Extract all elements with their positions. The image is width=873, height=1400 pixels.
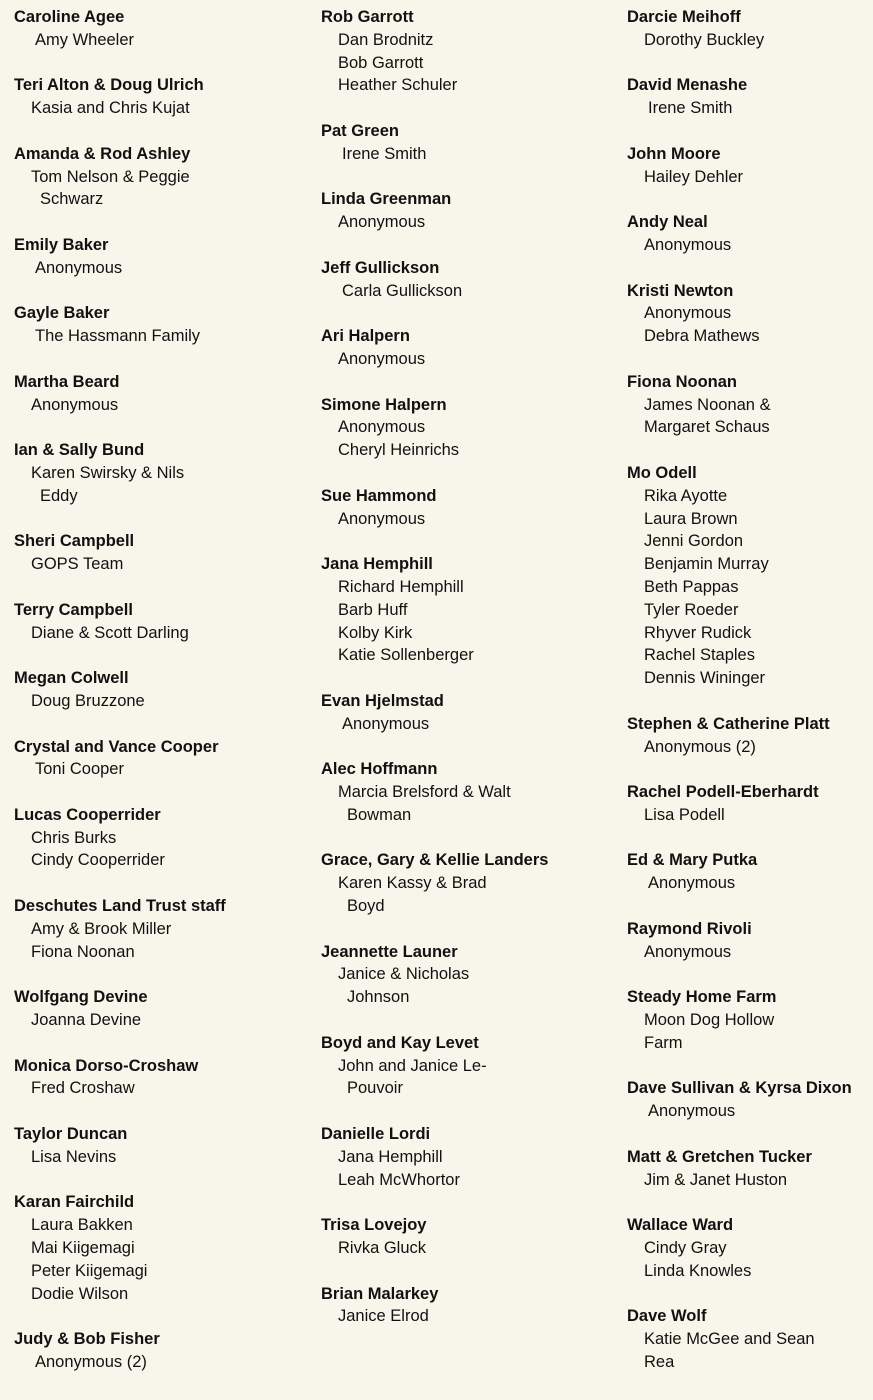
tribute-entry (14, 1123, 304, 1169)
honoree-name: Teri Alton & Doug Ulrich (14, 76, 204, 95)
donor-name: Anonymous (644, 942, 732, 961)
honoree-name: Ian & Sally Bund (14, 441, 145, 460)
donor-name: Boyd (347, 897, 385, 916)
tribute-entry (14, 599, 304, 645)
donor-name: Anonymous (2) (644, 737, 756, 756)
tribute-entry (321, 257, 617, 303)
donor-name: Debra Mathews (644, 327, 760, 346)
tribute-entry (321, 849, 617, 917)
donor-name: Rivka Gluck (338, 1239, 427, 1258)
honoree-name: Simone Halpern (321, 395, 447, 414)
tribute-entry (627, 280, 867, 348)
tribute-entry (321, 1283, 617, 1329)
donor-name: The Hassmann Family (35, 327, 201, 346)
donor-name: Laura Bakken (31, 1216, 133, 1235)
honoree-name: Steady Home Farm (627, 988, 777, 1007)
donor-name: Schwarz (40, 190, 104, 209)
honoree-name: Kristi Newton (627, 281, 734, 300)
tribute-entry (14, 1055, 304, 1101)
donor-name: Bowman (347, 805, 412, 824)
honoree-name: Stephen & Catherine Platt (627, 714, 830, 733)
donor-name: Jana Hemphill (338, 1147, 443, 1166)
tribute-column-2 (321, 6, 617, 1351)
donor-name: Farm (644, 1033, 683, 1052)
donor-name: Tyler Roeder (644, 600, 739, 619)
tribute-entry (14, 302, 304, 348)
honoree-name: Boyd and Kay Levet (321, 1033, 479, 1052)
tribute-entry (14, 804, 304, 872)
donor-name: Anonymous (342, 714, 430, 733)
tribute-entry (14, 439, 304, 507)
honoree-name: Taylor Duncan (14, 1125, 128, 1144)
donor-name: Rachel Staples (644, 646, 755, 665)
donor-name: Linda Knowles (644, 1261, 752, 1280)
honoree-name: Monica Dorso-Croshaw (14, 1056, 199, 1075)
donor-name: Chris Burks (31, 828, 117, 847)
honoree-name: Rob Garrott (321, 8, 414, 26)
honoree-name: Alec Hoffmann (321, 760, 438, 779)
donor-name: Irene Smith (342, 144, 427, 163)
donor-name: Irene Smith (648, 99, 733, 118)
donor-name: Rea (644, 1353, 675, 1372)
tribute-entry (321, 188, 617, 234)
donor-name: Anonymous (648, 874, 736, 893)
tribute-entry (321, 6, 617, 97)
donor-name: Fiona Noonan (31, 942, 135, 961)
honoree-name: Megan Colwell (14, 669, 129, 688)
tribute-entry (627, 371, 867, 439)
honoree-name: Dave Sullivan & Kyrsa Dixon (627, 1079, 852, 1098)
donor-name: Margaret Schaus (644, 418, 770, 437)
honoree-name: Amanda & Rod Ashley (14, 144, 191, 163)
donor-name: Rika Ayotte (644, 486, 728, 505)
donor-name: Anonymous (648, 1102, 736, 1121)
donor-name: Lisa Nevins (31, 1147, 117, 1166)
tribute-entry (627, 6, 867, 52)
donor-name: Dan Brodnitz (338, 30, 434, 49)
honoree-name: Darcie Meihoff (627, 8, 741, 26)
tribute-entry (14, 74, 304, 120)
donor-name: Jenni Gordon (644, 532, 744, 551)
donor-name: Anonymous (644, 235, 732, 254)
donor-name: Dennis Wininger (644, 669, 766, 688)
donor-name: Bob Garrott (338, 53, 424, 72)
honoree-name: Sue Hammond (321, 486, 437, 505)
honoree-name: Ari Halpern (321, 327, 410, 346)
honoree-name: Andy Neal (627, 213, 708, 232)
tribute-entry (321, 758, 617, 826)
tribute-entry (321, 485, 617, 531)
donor-name: Anonymous (35, 258, 123, 277)
donor-name: Anonymous (338, 349, 426, 368)
donor-name: Anonymous (644, 304, 732, 323)
donor-name: Richard Hemphill (338, 577, 464, 596)
tribute-entry (14, 1191, 304, 1305)
tribute-entry (14, 234, 304, 280)
donor-name: Anonymous (338, 213, 426, 232)
tribute-entry (14, 6, 304, 52)
tribute-entry (14, 986, 304, 1032)
honoree-name: Trisa Lovejoy (321, 1216, 427, 1235)
donor-name: John and Janice Le- (338, 1056, 487, 1075)
donor-name: Karen Swirsky & Nils (31, 463, 185, 482)
tribute-entry (627, 918, 867, 964)
honoree-name: Fiona Noonan (627, 372, 737, 391)
honoree-name: Jeannette Launer (321, 942, 458, 961)
donor-name: Peter Kiigemagi (31, 1261, 148, 1280)
honoree-name: Raymond Rivoli (627, 919, 752, 938)
donor-name: Johnson (347, 988, 410, 1007)
honoree-name: Judy & Bob Fisher (14, 1330, 160, 1349)
tribute-entry (321, 941, 617, 1009)
tribute-entry (321, 120, 617, 166)
tribute-entry (627, 74, 867, 120)
donor-name: Anonymous (31, 395, 119, 414)
tribute-entry (321, 553, 617, 667)
donor-name: Beth Pappas (644, 577, 739, 596)
donor-name: Cindy Gray (644, 1239, 727, 1258)
donor-name: Jim & Janet Huston (644, 1170, 788, 1189)
tribute-entry (627, 1214, 867, 1282)
honoree-name: Dave Wolf (627, 1307, 707, 1326)
tribute-entry (321, 394, 617, 462)
tribute-entry (14, 143, 304, 211)
honoree-name: Emily Baker (14, 235, 109, 254)
donor-name: James Noonan & (644, 395, 771, 414)
donor-name: Mai Kiigemagi (31, 1239, 135, 1258)
honoree-name: John Moore (627, 144, 721, 163)
donor-name: Cindy Cooperrider (31, 851, 165, 870)
tribute-entry (627, 143, 867, 189)
tribute-column-1 (14, 6, 304, 1397)
honoree-name: Deschutes Land Trust staff (14, 897, 226, 916)
donor-name: Diane & Scott Darling (31, 623, 189, 642)
tribute-entry (321, 690, 617, 736)
tribute-entry (321, 1123, 617, 1191)
donor-name: Janice Elrod (338, 1307, 429, 1326)
donor-name: Katie McGee and Sean (644, 1330, 815, 1349)
honoree-name: Karan Fairchild (14, 1193, 135, 1212)
donor-name: Cheryl Heinrichs (338, 441, 460, 460)
donor-name: Benjamin Murray (644, 555, 769, 574)
donor-name: Moon Dog Hollow (644, 1011, 775, 1030)
donor-name: Hailey Dehler (644, 167, 744, 186)
donor-name: Lisa Podell (644, 805, 725, 824)
honoree-name: Caroline Agee (14, 8, 125, 26)
tribute-entry (321, 1032, 617, 1100)
honoree-name: Jeff Gullickson (321, 258, 440, 277)
tribute-column-3 (627, 6, 867, 1397)
donor-name: Heather Schuler (338, 76, 458, 95)
tribute-entry (627, 781, 867, 827)
donor-name: GOPS Team (31, 555, 124, 574)
honoree-name: Rachel Podell-Eberhardt (627, 783, 819, 802)
honoree-name: Gayle Baker (14, 304, 110, 323)
tribute-entry (627, 462, 867, 690)
tribute-entry (14, 1328, 304, 1374)
donor-name: Fred Croshaw (31, 1079, 135, 1098)
tribute-entry (14, 371, 304, 417)
donor-name: Katie Sollenberger (338, 646, 474, 665)
honoree-name: Grace, Gary & Kellie Landers (321, 851, 549, 870)
donor-name: Karen Kassy & Brad (338, 874, 487, 893)
donor-name: Pouvoir (347, 1079, 403, 1098)
tribute-entry (627, 713, 867, 759)
donor-name: Carla Gullickson (342, 281, 463, 300)
donor-name: Dorothy Buckley (644, 30, 765, 49)
tribute-entry (627, 211, 867, 257)
honoree-name: Terry Campbell (14, 600, 133, 619)
tribute-entry (14, 667, 304, 713)
honoree-name: Brian Malarkey (321, 1284, 439, 1303)
tribute-entry (14, 895, 304, 963)
tribute-entry (627, 849, 867, 895)
donor-name: Barb Huff (338, 600, 408, 619)
tribute-entry (321, 325, 617, 371)
donor-name: Marcia Brelsford & Walt (338, 783, 511, 802)
donor-name: Amy Wheeler (35, 30, 135, 49)
donor-name: Anonymous (338, 418, 426, 437)
donor-name: Doug Bruzzone (31, 691, 145, 710)
honoree-name: Jana Hemphill (321, 555, 433, 574)
donor-name: Janice & Nicholas (338, 965, 470, 984)
honoree-name: Pat Green (321, 121, 399, 140)
tribute-entry (627, 1146, 867, 1192)
donor-name: Tom Nelson & Peggie (31, 167, 190, 186)
tribute-entry (627, 986, 867, 1054)
honoree-name: David Menashe (627, 76, 748, 95)
donor-name: Eddy (40, 486, 78, 505)
donor-name: Toni Cooper (35, 760, 124, 779)
honoree-name: Martha Beard (14, 372, 120, 391)
tribute-entry (627, 1077, 867, 1123)
donor-name: Kasia and Chris Kujat (31, 99, 190, 118)
tribute-entry (321, 1214, 617, 1260)
donor-name: Leah McWhortor (338, 1170, 460, 1189)
honoree-name: Ed & Mary Putka (627, 851, 758, 870)
honoree-name: Wolfgang Devine (14, 988, 148, 1007)
honoree-name: Evan Hjelmstad (321, 691, 444, 710)
donor-name: Rhyver Rudick (644, 623, 752, 642)
tribute-entry (14, 530, 304, 576)
honoree-name: Linda Greenman (321, 190, 452, 209)
donor-name: Amy & Brook Miller (31, 919, 172, 938)
honoree-name: Matt & Gretchen Tucker (627, 1147, 812, 1166)
honoree-name: Danielle Lordi (321, 1125, 431, 1144)
donor-name: Joanna Devine (31, 1011, 142, 1030)
honoree-name: Sheri Campbell (14, 532, 135, 551)
donor-name: Anonymous (338, 509, 426, 528)
honoree-name: Mo Odell (627, 463, 697, 482)
tribute-entry (627, 1305, 867, 1373)
donor-name: Kolby Kirk (338, 623, 413, 642)
donor-name: Dodie Wilson (31, 1284, 129, 1303)
honoree-name: Crystal and Vance Cooper (14, 737, 219, 756)
donor-name: Anonymous (2) (35, 1353, 147, 1372)
donor-name: Laura Brown (644, 509, 738, 528)
honoree-name: Lucas Cooperrider (14, 805, 161, 824)
honoree-name: Wallace Ward (627, 1216, 734, 1235)
tribute-entry (14, 736, 304, 782)
